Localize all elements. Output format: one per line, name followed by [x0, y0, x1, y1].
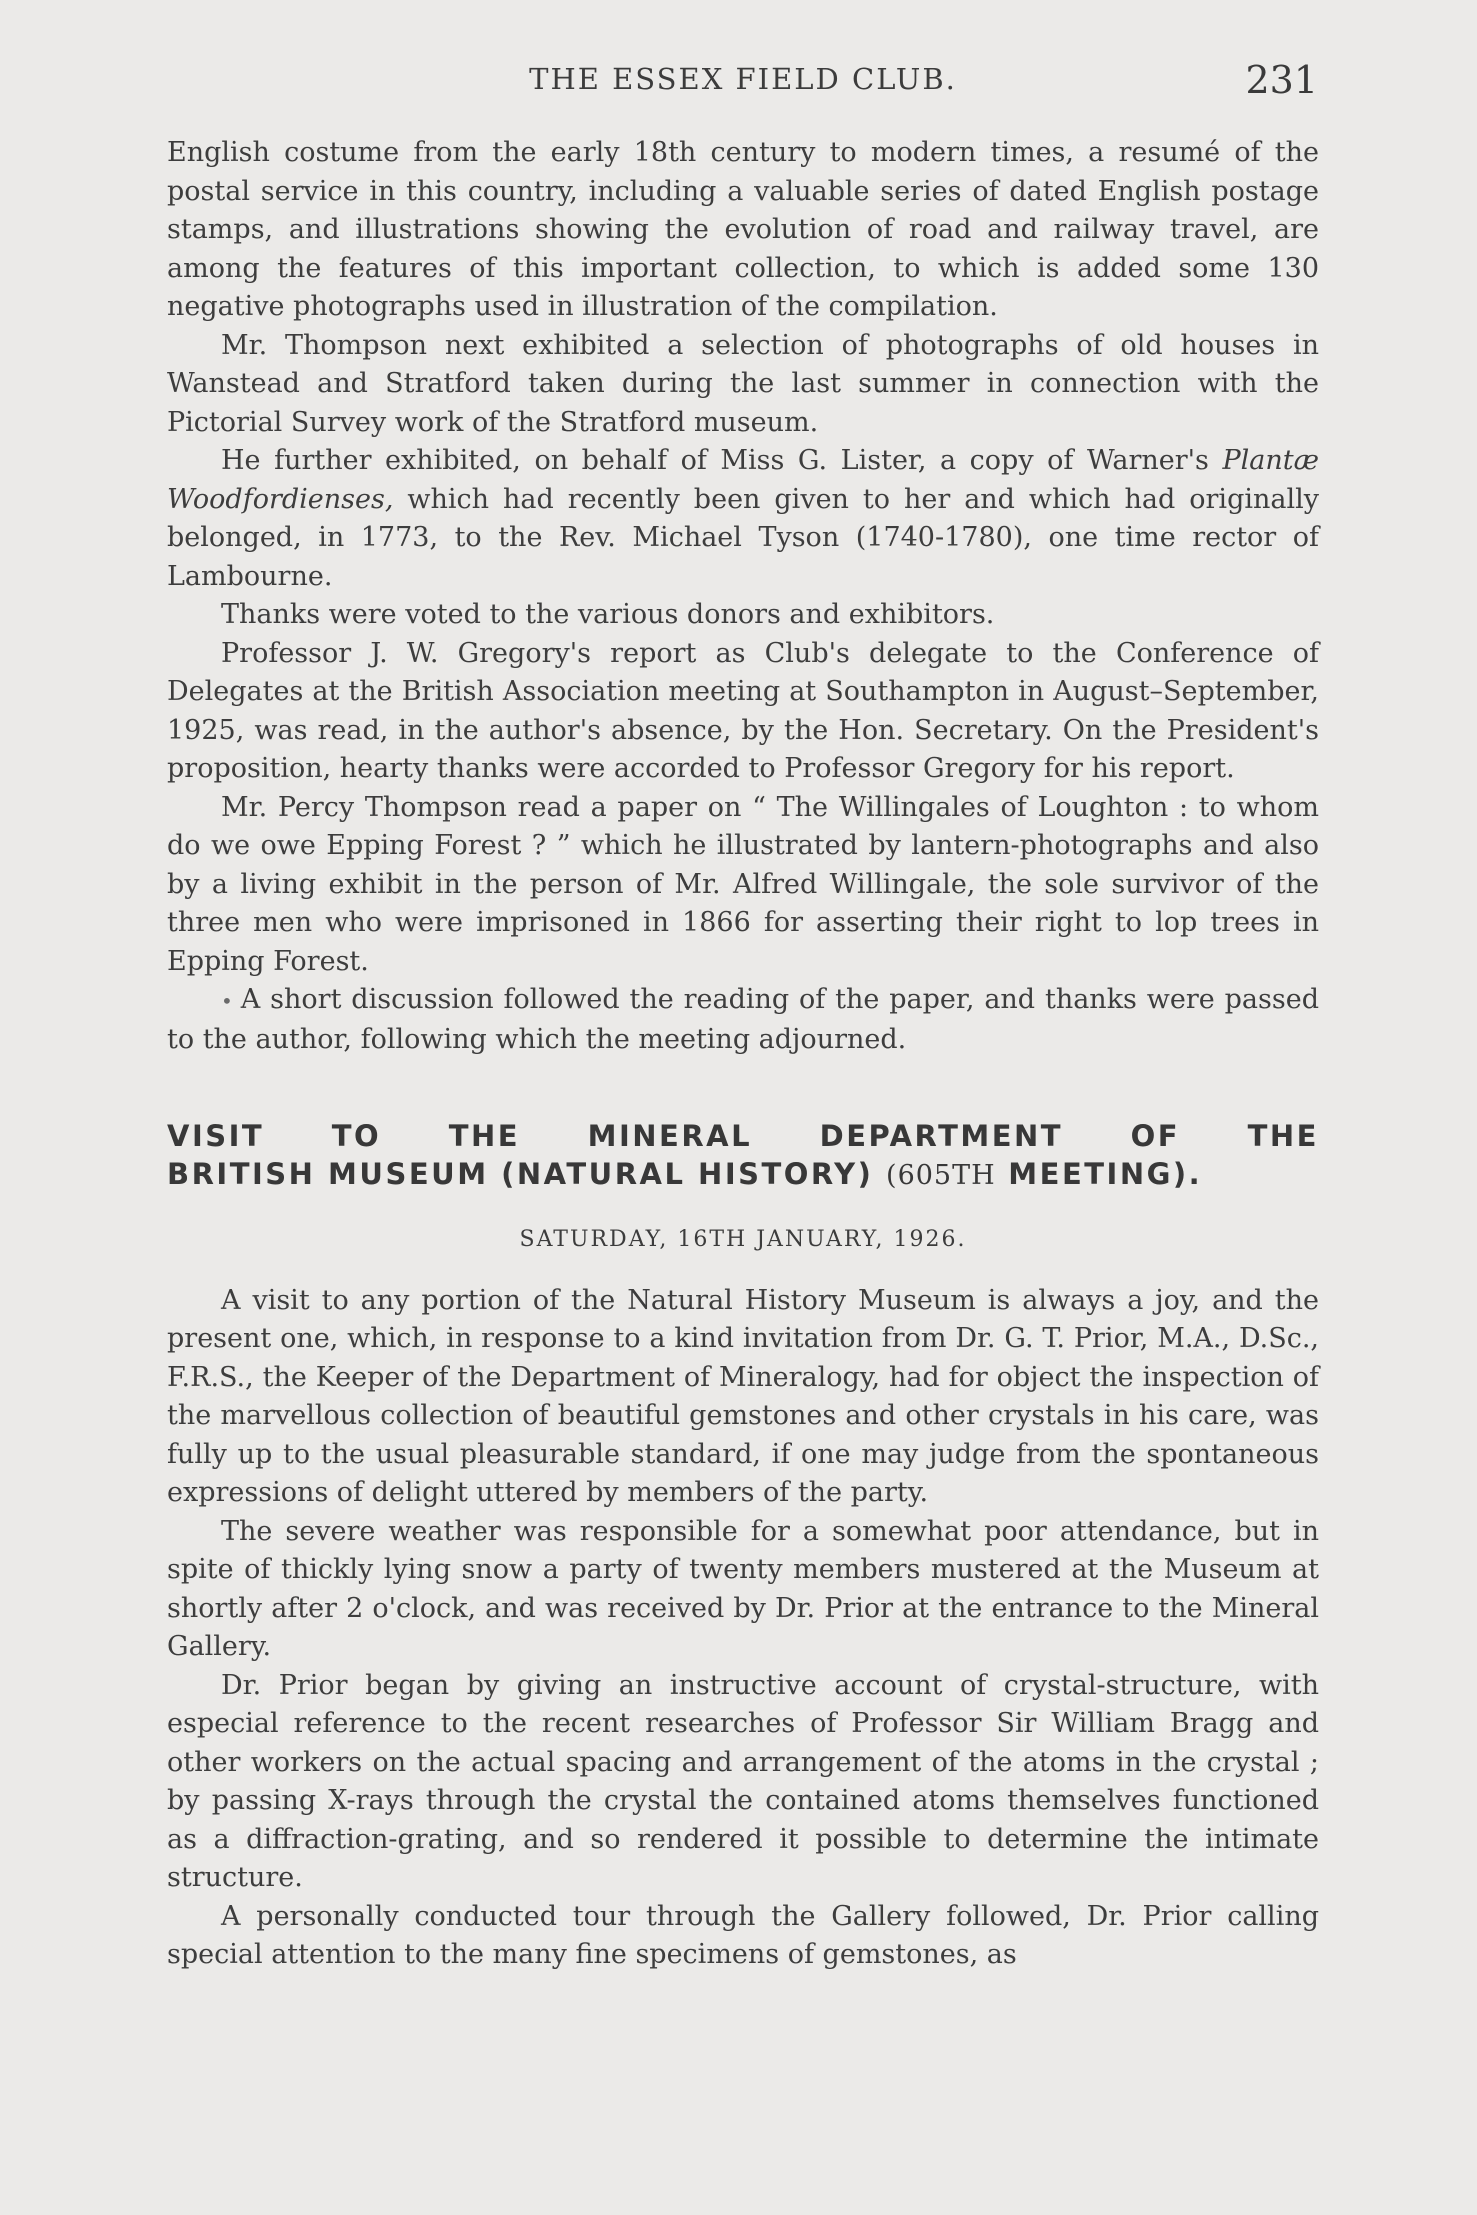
paragraph-crystal-structure: Dr. Prior began by giving an instructive account of crystal-structure, with especial reference to the recent researches of Professor Sir William Bragg and other workers on the actual spacing and arrangement of the atoms in the crystal ; by passing X-rays through the crystal the contained atoms themselves functioned as a diffraction-grating, and so rendered it possible to determine the intimate structure. — [167, 1669, 1319, 1893]
paragraph-discussion — [167, 981, 1319, 1059]
running-header — [168, 58, 1318, 112]
discussion-text: A short discussion followed the reading of the paper, and thanks were passed to the author, following which the meeting adjourned. — [167, 984, 1319, 1055]
paragraph-tour: A personally conducted tour through the Gallery followed, Dr. Prior calling special attention to the many fine specimens of gemstones, as — [167, 1900, 1319, 1970]
heading-line-2 — [167, 1155, 1319, 1195]
heading-end: MEETING). — [1008, 1157, 1203, 1191]
lister-text-before: He further exhibited, on behalf of Miss G. Lister, a copy of Warner's — [221, 445, 1223, 476]
section-heading — [167, 1117, 1319, 1195]
lister-text-after: which had recently been given to her and which had originally belonged, in 1773, to the Rev. Michael Tyson (1740-1780), one time rector of Lambourne. — [167, 483, 1319, 592]
running-title: THE ESSEX FIELD CLUB. — [529, 62, 957, 96]
paragraph-photographs: Mr. Thompson next exhibited a selection of photographs of old houses in Wanstead and Stratford taken during the last summer in connection with the Pictorial Survey work of the Stratford museum. — [167, 329, 1319, 438]
meeting-number: (605TH — [886, 1160, 996, 1191]
page-number: 231 — [1245, 58, 1318, 102]
heading-line-2-text: BRITISH MUSEUM (NATURAL HISTORY) — [167, 1157, 874, 1191]
paragraph-weather: The severe weather was responsible for a somewhat poor attendance, but in spite of thickly lying snow a party of twenty members mustered at the Museum at shortly after 2 o'clock, and was received by Dr. Prior at the entrance to the Mineral Gallery. — [167, 1515, 1319, 1662]
margin-mark-icon: • — [221, 989, 233, 1013]
meeting-date: SATURDAY, 16TH JANUARY, 1926. — [519, 1227, 967, 1252]
paragraph-gregory-report: Professor J. W. Gregory's report as Club's delegate to the Conference of Delegates at the British Association meeting at Southampton in August–September, 1925, was read, in the author's absence, by the Hon. Secretary. On the President's proposition, hearty thanks were accorded to Professor Gregory for his report. — [167, 637, 1319, 784]
paragraph-visit: A visit to any portion of the Natural History Museum is always a joy, and the present one, which, in response to a kind invitation from Dr. G. T. Prior, M.A., D.Sc., F.R.S., the Keeper of the Department of Mineralogy, had for object the inspection of the marvellous collection of beautiful gemstones and other crystals in his care, was fully up to the usual pleasurable standard, if one may judge from the spontaneous expressions of delight uttered by members of the party. — [167, 1284, 1319, 1508]
paragraph-thanks: Thanks were voted to the various donors and exhibitors. — [221, 599, 995, 630]
paragraph-willingales: Mr. Percy Thompson read a paper on “ The Willingales of Loughton : to whom do we owe Epping Forest ? ” which he illustrated by lantern-photographs and also by a living exhibit in the person of Mr. Alfred Willingale, the sole survivor of the three men who were imprisoned in 1866 for asserting their right to lop trees in Epping Forest. — [167, 791, 1319, 977]
heading-line-1: VISIT TO THE MINERAL DEPARTMENT OF THE — [167, 1119, 1319, 1153]
book-title: Plantæ Woodfordienses, — [167, 445, 1319, 515]
body-text — [167, 134, 1319, 1975]
paragraph-costume: English costume from the early 18th century to modern times, a resumé of the postal service in this country, including a valuable series of dated English postage stamps, and illustrations showing the evolution of road and railway travel, are among the features of this important collection, to which is added some 130 negative photographs used in illustration of the compilation. — [167, 137, 1319, 322]
paragraph-lister — [167, 442, 1319, 596]
